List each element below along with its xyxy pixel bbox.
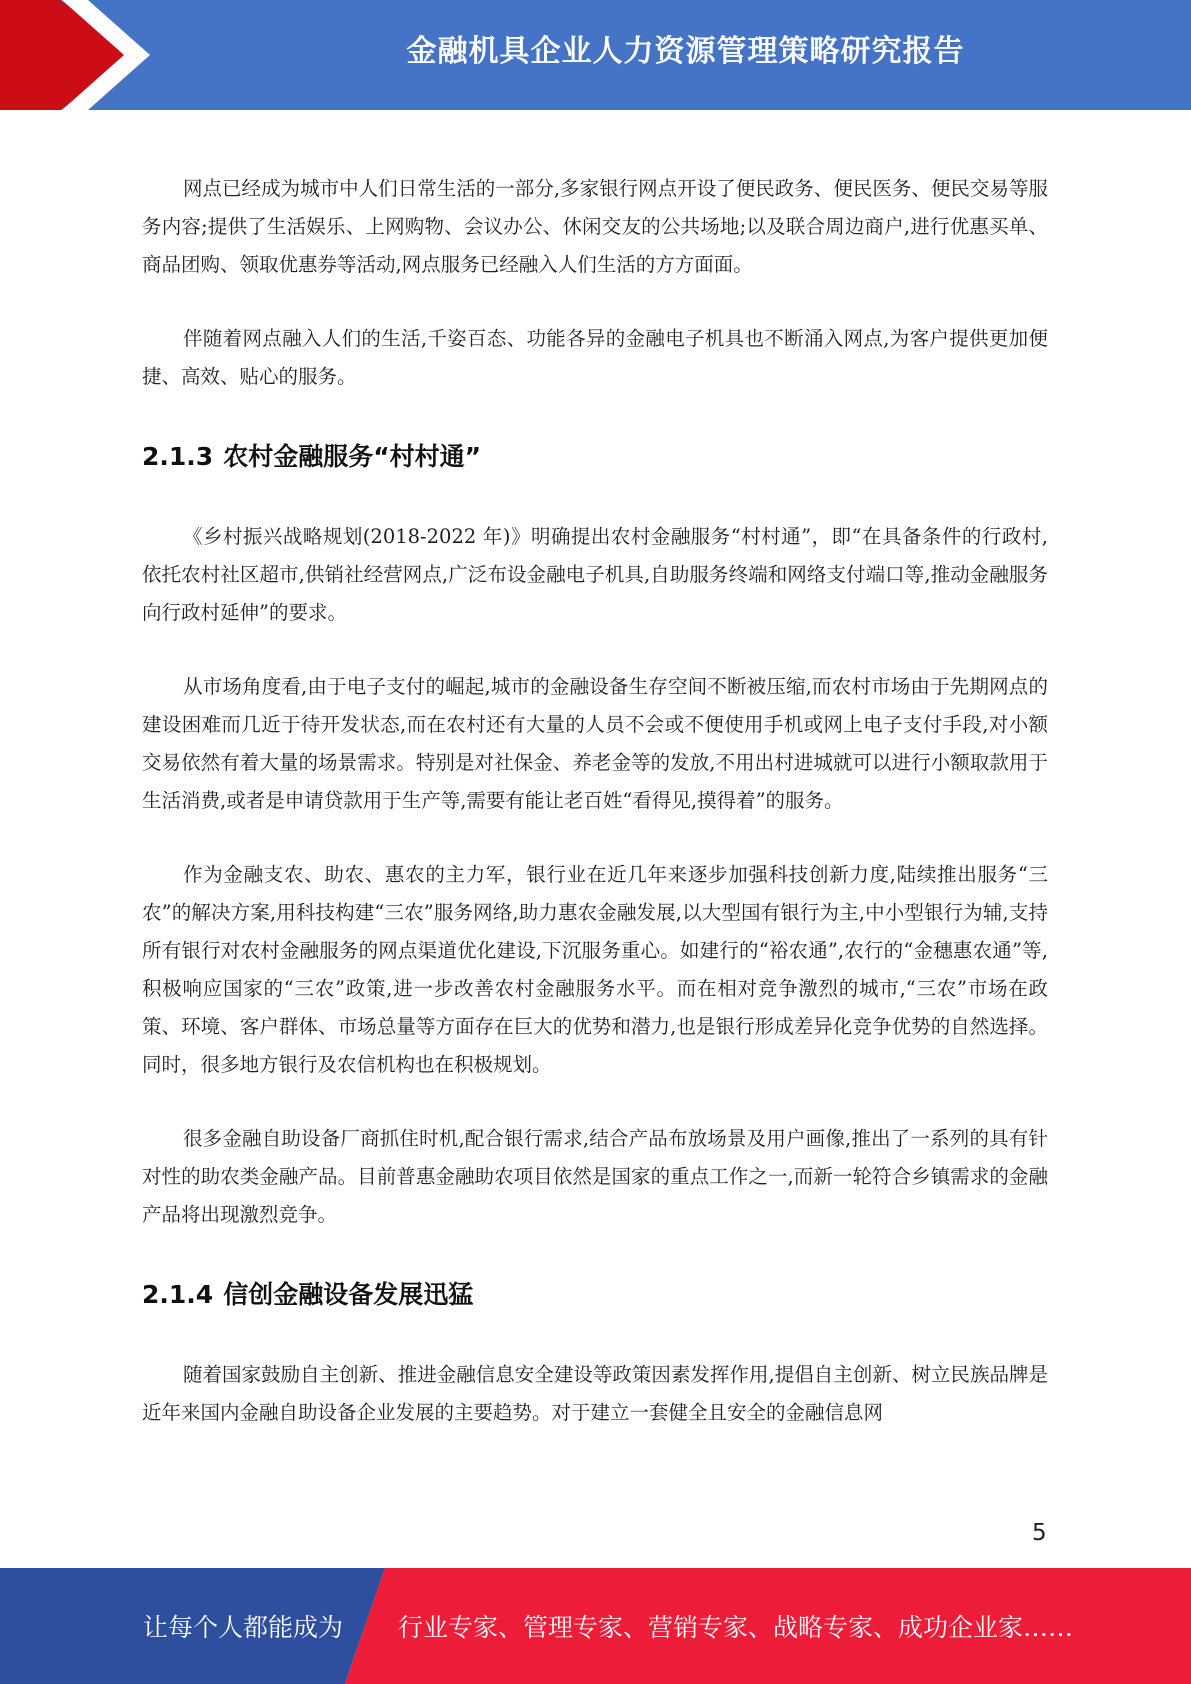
footer-slogan-left: 让每个人都能成为 [143,1613,344,1642]
section-heading-2-1-3 [142,438,1048,476]
section-heading-2-1-4 [142,1276,1048,1314]
header-title: 金融机具企业人力资源管理策略研究报告 [406,34,965,69]
page-number: 5 [1032,1520,1047,1546]
page-footer [0,1568,1191,1684]
paragraph-5: 作为金融支农、助农、惠农的主力军，银行业在近几年来逐步加强科技创新力度,陆续推出服务“三农”的解决方案,用科技构建“三农”服务网络,助力惠农金融发展,以大型国有银行为主,中小型银行为辅,支持所有银行对农村金融服务的网点渠道优化建设,下沉服务重心。如建行的“裕农通”,农行的“金穗惠农通”等,积极响应国家的“三农”政策,进一步改善农村金融服务水平。而在相对竞争激烈的城市,“三农”市场在政策、环境、客户群体、市场总量等方面存在巨大的优势和潜力,也是银行形成差异化竞争优势的自然选择。同时，很多地方银行及农信机构也在积极规划。 [142,863,1048,1076]
main-content [142,170,1048,1432]
paragraph-4: 从市场角度看,由于电子支付的崛起,城市的金融设备生存空间不断被压缩,而农村市场由于先期网点的建设困难而几近于待开发状态,而在农村还有大量的人员不会或不便使用手机或网上电子支付手段,对小额交易依然有着大量的场景需求。特别是对社保金、养老金等的发放,不用出村进城就可以进行小额取款用于生活消费,或者是申请贷款用于生产等,需要有能让老百姓“看得见,摸得着”的服务。 [142,675,1048,812]
paragraph-7: 随着国家鼓励自主创新、推进金融信息安全建设等政策因素发挥作用,提倡自主创新、树立民族品牌是近年来国内金融自助设备企业发展的主要趋势。对于建立一套健全且安全的金融信息网 [142,1363,1048,1424]
paragraph-1: 网点已经成为城市中人们日常生活的一部分,多家银行网点开设了便民政务、便民医务、便民交易等服务内容;提供了生活娱乐、上网购物、会议办公、休闲交友的公共场地;以及联合周边商户,进行优惠买单、商品团购、领取优惠券等活动,网点服务已经融入人们生活的方方面面。 [142,177,1048,276]
paragraph-6: 很多金融自助设备厂商抓住时机,配合银行需求,结合产品布放场景及用户画像,推出了一系列的具有针对性的助农类金融产品。目前普惠金融助农项目依然是国家的重点工作之一,而新一轮符合乡镇需求的金融产品将出现激烈竞争。 [142,1127,1048,1226]
footer-slogan-right: 行业专家、管理专家、营销专家、战略专家、成功企业家…… [398,1613,1074,1642]
section-number: 2.1.3 [142,442,214,471]
section-number: 2.1.4 [142,1280,214,1309]
section-title: 信创金融设备发展迅猛 [223,1280,474,1309]
paragraph-3: 《乡村振兴战略规划(2018-2022 年)》明确提出农村金融服务“村村通”，即“在具备条件的行政村,依托农村社区超市,供销社经营网点,广泛布设金融电子机具,自助服务终端和网络支付端口等,推动金融服务向行政村延伸”的要求。 [142,525,1048,624]
section-title: 农村金融服务“村村通” [223,442,482,471]
paragraph-2: 伴随着网点融入人们的生活,千姿百态、功能各异的金融电子机具也不断涌入网点,为客户提供更加便捷、高效、贴心的服务。 [142,327,1048,388]
page-header [0,0,1191,110]
